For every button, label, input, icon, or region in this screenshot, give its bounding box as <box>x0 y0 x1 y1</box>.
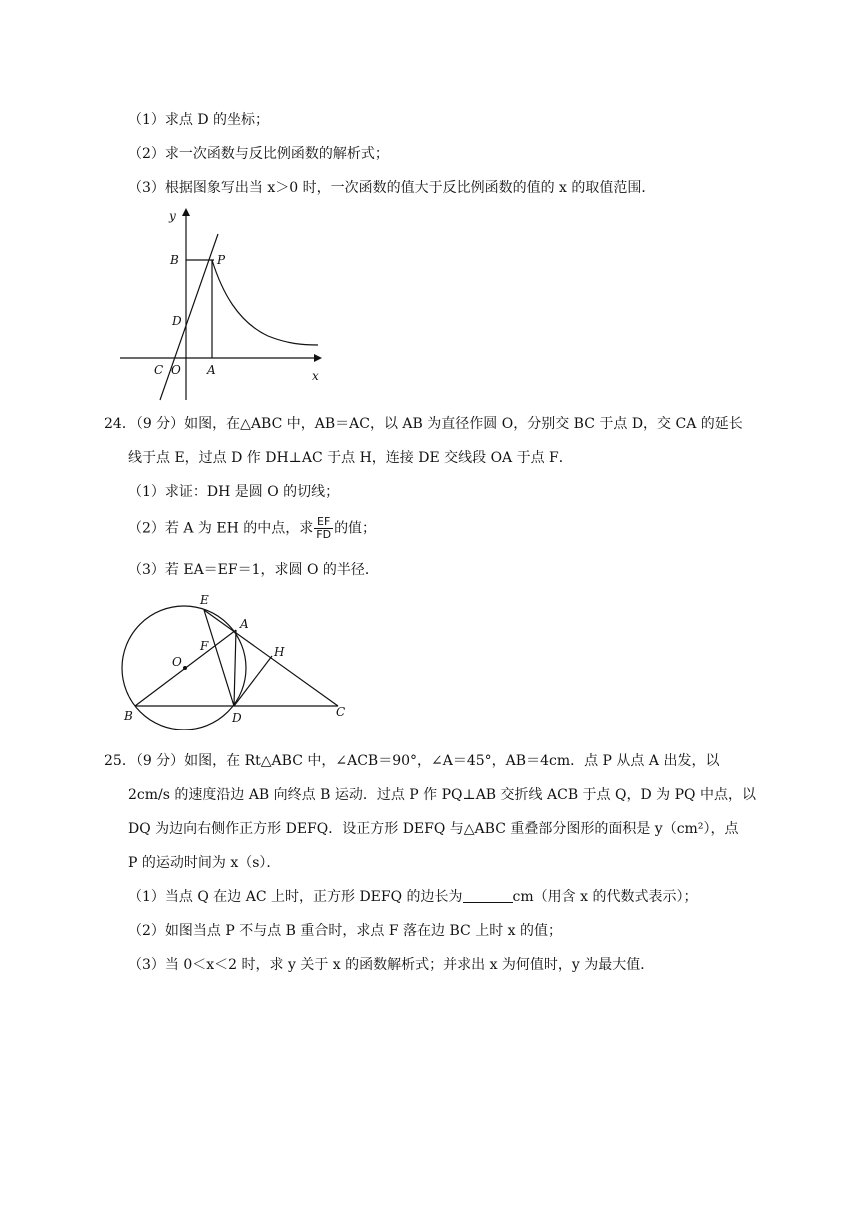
segment-ad <box>234 630 236 706</box>
label-C: C <box>336 705 346 719</box>
label-D: D <box>172 314 182 328</box>
inverse-function-curve <box>212 260 318 345</box>
label-x: x <box>312 369 319 383</box>
label-C: C <box>154 363 164 377</box>
q23-graph-figure <box>118 204 330 404</box>
fraction-numerator: EF <box>314 516 333 529</box>
fraction-denominator: FD <box>316 528 332 541</box>
q24-part2-text-after: 的值； <box>334 520 377 537</box>
q24-part1: （1）求证：DH 是圆 O 的切线； <box>128 484 340 500</box>
q25-line1: 25．（9 分）如图，在 Rt△ABC 中，∠ACB＝90°，∠A＝45°，AB＝4cm．点 P 从点 A 出发，以 <box>104 753 720 769</box>
x-axis-arrow-icon <box>314 354 322 362</box>
label-H: H <box>274 645 285 659</box>
q24-line2: 线于点 E，过点 D 作 DH⊥AC 于点 H，连接 DE 交线段 OA 于点 F． <box>128 450 573 466</box>
q25-part1-text-after: cm（用含 x 的代数式表示）； <box>512 889 698 905</box>
answer-blank <box>463 888 513 903</box>
q24-part2 <box>128 516 376 541</box>
label-y: y <box>169 209 176 223</box>
center-point-icon <box>183 666 187 670</box>
label-B: B <box>124 709 133 723</box>
label-E: E <box>200 593 209 607</box>
label-F: F <box>200 639 209 653</box>
q25-part2: （2）如图当点 P 不与点 B 重合时，求点 F 落在边 BC 上时 x 的值； <box>128 923 562 939</box>
q24-circle-figure <box>110 590 360 730</box>
q23-part1: （1）求点 D 的坐标； <box>128 112 270 128</box>
q25-line3: DQ 为边向右侧作正方形 DEFQ．设正方形 DEFQ 与△ABC 重叠部分图形的面积是 y（cm²），点 <box>128 821 739 837</box>
q25-part3: （3）当 0＜x＜2 时，求 y 关于 x 的函数解析式；并求出 x 为何值时，y 为最大值． <box>128 957 655 973</box>
label-D: D <box>232 711 242 725</box>
fraction-ef-over-fd <box>314 516 333 541</box>
label-B: B <box>170 253 179 267</box>
q25-part1-text-before: （1）当点 Q 在边 AC 上时，正方形 DEFQ 的边长为 <box>128 889 463 905</box>
q25-line2: 2cm/s 的速度沿边 AB 向终点 B 运动．过点 P 作 PQ⊥AB 交折线 ACB 于点 Q，D 为 PQ 中点，以 <box>128 787 756 803</box>
segment-dh <box>234 656 272 706</box>
q25-part1 <box>128 887 697 907</box>
segment-ed <box>204 610 234 706</box>
label-A: A <box>207 363 216 377</box>
q24-line1: 24．（9 分）如图，在△ABC 中，AB＝AC，以 AB 为直径作圆 O，分别交 BC 于点 D，交 CA 的延长 <box>104 416 743 432</box>
label-P: P <box>217 253 226 267</box>
label-O: O <box>171 363 181 377</box>
q23-part3: （3）根据图象写出当 x＞0 时，一次函数的值大于反比例函数的值的 x 的取值范围． <box>128 180 656 196</box>
y-axis-arrow-icon <box>182 208 190 216</box>
q24-part2-text-before: （2）若 A 为 EH 的中点，求 <box>128 520 314 537</box>
q25-line4: P 的运动时间为 x（s）． <box>128 855 281 871</box>
label-O: O <box>172 655 182 669</box>
q24-part3: （3）若 EA＝EF＝1，求圆 O 的半径． <box>128 562 379 578</box>
label-A: A <box>240 617 249 631</box>
q23-part2: （2）求一次函数与反比例函数的解析式； <box>128 146 389 162</box>
